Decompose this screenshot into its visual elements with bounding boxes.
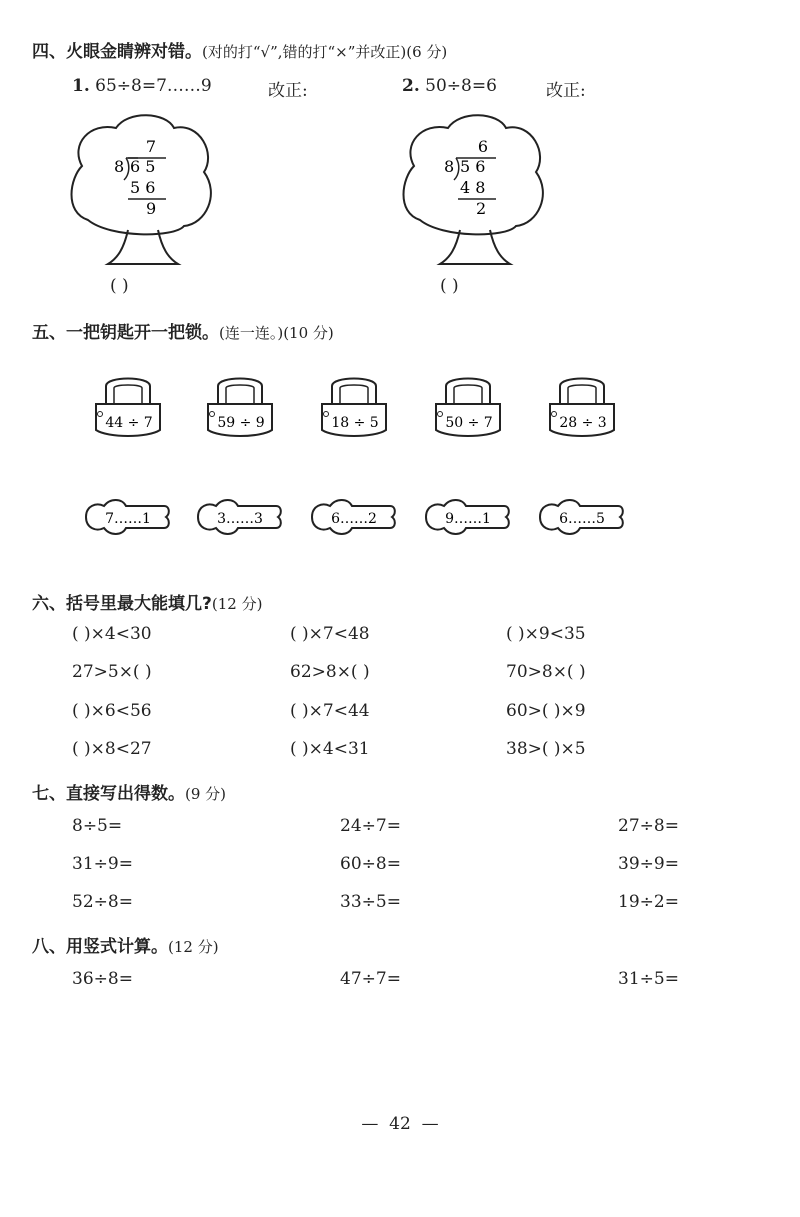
q2-answer-blank[interactable]: ( ) bbox=[440, 276, 459, 296]
lock-5-label: 28 ÷ 3 bbox=[559, 415, 607, 431]
section-4-title: 四、火眼金睛辨对错。 bbox=[32, 42, 202, 62]
q1-number: 1. bbox=[72, 76, 90, 96]
sec6-item-r2-c2[interactable]: 62>8×( ) bbox=[290, 662, 370, 682]
lock-2[interactable] bbox=[204, 372, 276, 444]
tree-2-product: 4 8 bbox=[460, 178, 486, 197]
section-4-note: (对的打“√”,错的打“×”并改正)(6 分) bbox=[202, 43, 448, 61]
q2-number: 2. bbox=[402, 76, 420, 96]
q1-answer-blank[interactable]: ( ) bbox=[110, 276, 129, 296]
section-6-heading bbox=[32, 589, 262, 614]
sec7-item-r2-c3[interactable]: 39÷9= bbox=[618, 854, 679, 874]
key-1-label: 7……1 bbox=[105, 511, 151, 527]
sec7-item-r2-c2[interactable]: 60÷8= bbox=[340, 854, 401, 874]
key-2[interactable] bbox=[192, 494, 284, 540]
sec8-item-3[interactable]: 31÷5= bbox=[618, 969, 679, 989]
lock-1-label: 44 ÷ 7 bbox=[105, 415, 153, 431]
sec7-item-r3-c1[interactable]: 52÷8= bbox=[72, 892, 133, 912]
lock-2-label: 59 ÷ 9 bbox=[217, 415, 265, 431]
sec8-item-1[interactable]: 36÷8= bbox=[72, 969, 133, 989]
tree-2-dividend: 5 6 bbox=[460, 157, 486, 176]
q2-fix-label: 改正: bbox=[546, 81, 586, 101]
sec7-item-r1-c2[interactable]: 24÷7= bbox=[340, 816, 401, 836]
sec6-item-r2-c1[interactable]: 27>5×( ) bbox=[72, 662, 152, 682]
sec6-item-r2-c3[interactable]: 70>8×( ) bbox=[506, 662, 586, 682]
page-number: — 42 — bbox=[361, 1114, 439, 1134]
sec7-item-r3-c2[interactable]: 33÷5= bbox=[340, 892, 401, 912]
tree-1-remainder: 9 bbox=[146, 199, 157, 218]
section-5-heading bbox=[32, 318, 334, 343]
sec6-item-r1-c2[interactable]: ( )×7<48 bbox=[290, 624, 370, 644]
section-4-heading bbox=[32, 37, 447, 62]
tree-2-divisor: 8 bbox=[444, 157, 455, 176]
lock-4[interactable] bbox=[432, 372, 504, 444]
tree-2-illustration bbox=[400, 112, 550, 277]
lock-4-label: 50 ÷ 7 bbox=[445, 415, 493, 431]
sec7-item-r1-c3[interactable]: 27÷8= bbox=[618, 816, 679, 836]
sec7-item-r2-c1[interactable]: 31÷9= bbox=[72, 854, 133, 874]
key-1[interactable] bbox=[80, 494, 172, 540]
q1-line bbox=[72, 76, 212, 96]
lock-1[interactable] bbox=[92, 372, 164, 444]
sec6-item-r3-c1[interactable]: ( )×6<56 bbox=[72, 701, 152, 721]
sec7-item-r3-c3[interactable]: 19÷2= bbox=[618, 892, 679, 912]
section-5-title: 五、一把钥匙开一把锁。 bbox=[32, 323, 219, 343]
sec7-item-r1-c1[interactable]: 8÷5= bbox=[72, 816, 123, 836]
sec6-item-r1-c3[interactable]: ( )×9<35 bbox=[506, 624, 586, 644]
lock-3[interactable] bbox=[318, 372, 390, 444]
section-8-heading bbox=[32, 932, 219, 957]
tree-1-dividend: 6 5 bbox=[130, 157, 156, 176]
key-3-label: 6……2 bbox=[331, 511, 377, 527]
section-6-title: 六、括号里最大能填几? bbox=[32, 594, 212, 614]
q1-expression: 65÷8=7……9 bbox=[95, 76, 212, 96]
sec6-item-r3-c2[interactable]: ( )×7<44 bbox=[290, 701, 370, 721]
key-3[interactable] bbox=[306, 494, 398, 540]
lock-5[interactable] bbox=[546, 372, 618, 444]
section-7-heading bbox=[32, 779, 226, 804]
q2-expression: 50÷8=6 bbox=[425, 76, 497, 96]
sec6-item-r4-c3[interactable]: 38>( )×5 bbox=[506, 739, 586, 759]
section-8-title: 八、用竖式计算。 bbox=[32, 937, 168, 957]
tree-1-product: 5 6 bbox=[130, 178, 156, 197]
lock-3-label: 18 ÷ 5 bbox=[331, 415, 379, 431]
tree-1-quotient: 7 bbox=[145, 137, 157, 156]
section-6-note: (12 分) bbox=[211, 595, 263, 613]
key-4-label: 9……1 bbox=[445, 511, 491, 527]
q2-line bbox=[402, 76, 497, 96]
tree-2-remainder: 2 bbox=[476, 199, 487, 218]
tree-1-illustration bbox=[68, 112, 218, 277]
section-7-title: 七、直接写出得数。 bbox=[32, 784, 185, 804]
sec6-item-r4-c2[interactable]: ( )×4<31 bbox=[290, 739, 370, 759]
section-8-note: (12 分) bbox=[168, 938, 219, 956]
sec8-item-2[interactable]: 47÷7= bbox=[340, 969, 401, 989]
sec6-item-r4-c1[interactable]: ( )×8<27 bbox=[72, 739, 152, 759]
section-5-note: (连一连。)(10 分) bbox=[219, 324, 334, 342]
key-2-label: 3……3 bbox=[217, 511, 263, 527]
key-5[interactable] bbox=[534, 494, 626, 540]
section-7-note: (9 分) bbox=[185, 785, 227, 803]
tree-1-divisor: 8 bbox=[114, 157, 125, 176]
key-5-label: 6……5 bbox=[559, 511, 605, 527]
q1-fix-label: 改正: bbox=[268, 81, 308, 101]
key-4[interactable] bbox=[420, 494, 512, 540]
sec6-item-r3-c3[interactable]: 60>( )×9 bbox=[506, 701, 586, 721]
sec6-item-r1-c1[interactable]: ( )×4<30 bbox=[72, 624, 152, 644]
tree-2-quotient: 6 bbox=[477, 137, 489, 156]
